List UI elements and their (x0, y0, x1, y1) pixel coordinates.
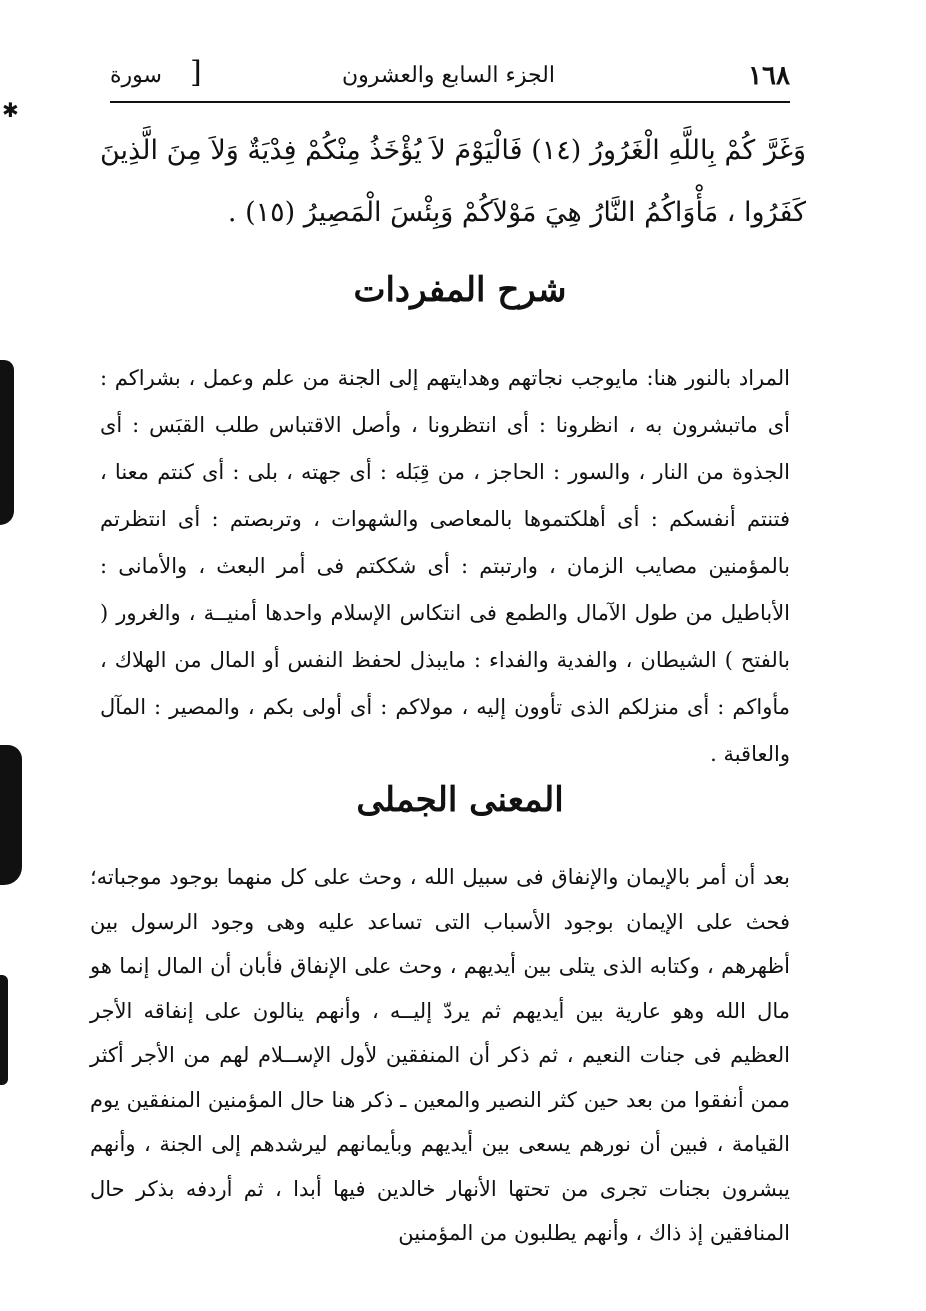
header-rule (110, 101, 790, 103)
header-bracket: [ (190, 55, 202, 90)
page-number: ١٦٨ (748, 61, 790, 91)
vocabulary-paragraph: المراد بالنور هنا: مايوجب نجاتهم وهدايتهم إلى الجنة من علم وعمل ، بشراكم : أى ماتبشرون به ، انظرونا : أى انتظرونا ، وأصل الاقتباس طلب القبَس : أى الجذوة من النار ، والسور : الحاجز ، من قِبَله : أى جهته ، بلى : أى كنتم معنا ، فتنتم أنفسكم : أى أهلكتموها بالمعاصى والشهوات ، وتربصتم : أى انتظرتم بالمؤمنين مصايب الزمان ، وارتبتم : أى شككتم فى أمر البعث ، والأمانى : الأباطيل من طول الآمال والطمع فى انتكاس الإسلام واحدها أمنيــة ، والغرور ( بالفتح ) الشيطان ، والفدية والفداء : مايبذل لحفظ النفس أو المال من الهلاك ، مأواكم : أى منزلكم الذى تأوون إليه ، مولاكم : أى أولى بكم ، والمصير : المآل والعاقبة . (100, 366, 790, 766)
scan-edge-blot (0, 360, 14, 525)
scan-star-mark: ✱ (2, 98, 19, 122)
meaning-heading: المعنى الجملى (356, 780, 564, 820)
running-title: الجزء السابع والعشرون (341, 63, 555, 88)
quran-verses: وَغَرَّ كُمْ بِاللَّهِ الْغَرُورُ (١٤) فَالْيَوْمَ لاَ يُؤْخَذُ مِنْكُمْ فِدْيَةٌ وَلاَ مِنَ الَّذِينَ كَفَرُوا ، مَأْوَاكُمُ النَّارُ هِيَ مَوْلاَكُمْ وَبِئْسَ الْمَصِيرُ (١٥) . (100, 135, 806, 228)
scan-edge-blot (0, 975, 8, 1085)
scan-edge-blot (0, 745, 22, 885)
meaning-paragraph: بعد أن أمر بالإيمان والإنفاق فى سبيل الله ، وحث على كل منهما بوجود موجباته؛ فحث على الإيمان بوجود الأسباب التى تساعد عليه وهى وجود الرسول بين أظهرهم ، وكتابه الذى يتلى بين أيديهم ، وحث على الإنفاق فأبان أن المال إنما هو مال الله وهو عارية بين أيديهم ثم يردّ إليــه ، وأنهم ينالون على إنفاقه الأجر العظيم فى جنات النعيم ، ثم ذكر أن المنفقين لأول الإســلام لهم من الأجر أكثر ممن أنفقوا من بعد حين كثر النصير والمعين ـ ذكر هنا حال المؤمنين المنفقين يوم القيامة ، فبين أن نورهم يسعى بين أيديهم وبأيمانهم ليرشدهم إلى الجنة ، وأنهم يبشرون بجنات تجرى من تحتها الأنهار خالدين فيها أبدا ، ثم أردفه بذكر حال المنافقين إذ ذاك ، وأنهم يطلبون من المؤمنين (90, 865, 790, 1245)
surah-label: سورة (110, 63, 162, 88)
vocabulary-heading: شرح المفردات (353, 270, 567, 310)
page-header (110, 55, 790, 105)
